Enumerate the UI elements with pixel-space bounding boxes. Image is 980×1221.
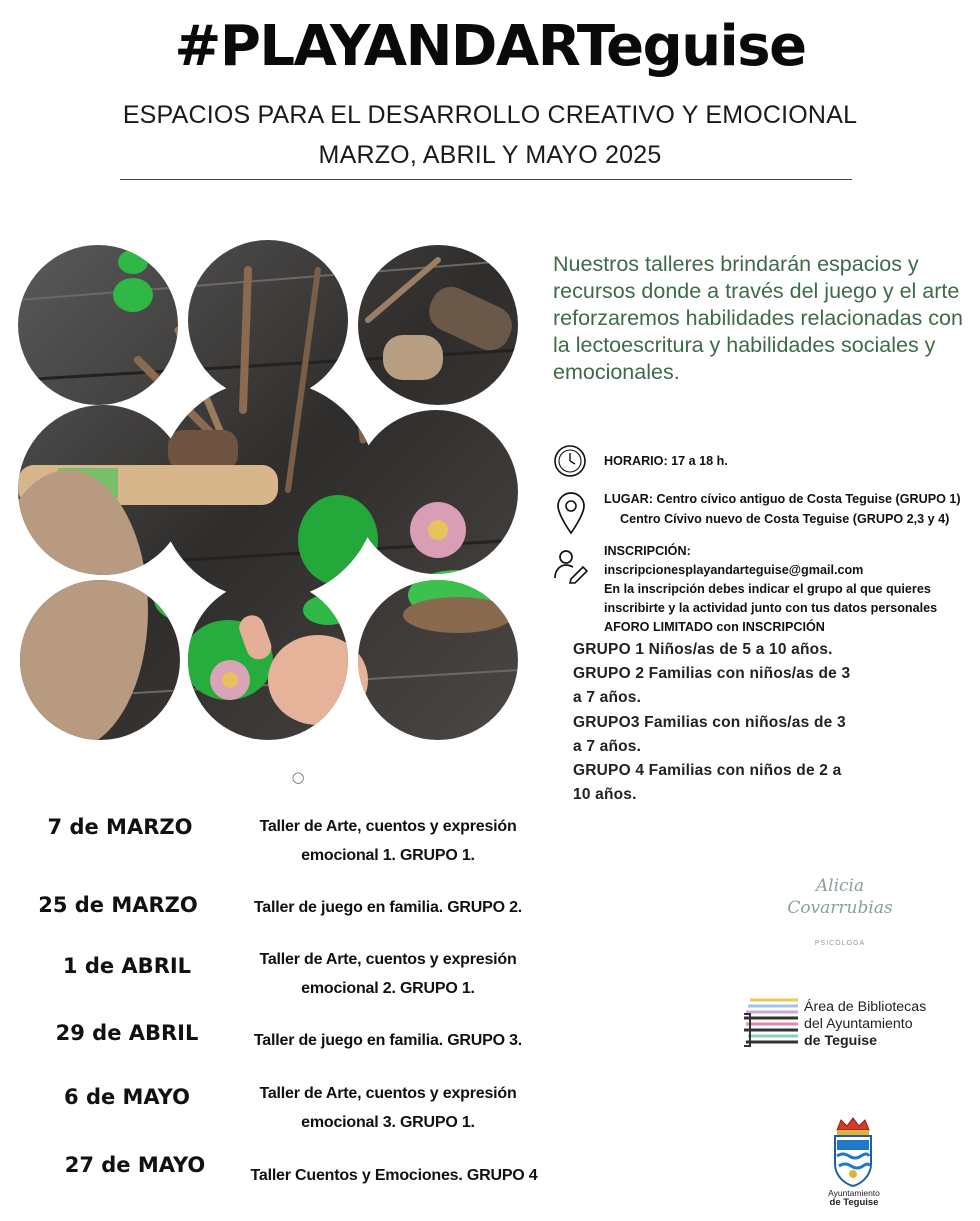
- photo-collage: [18, 240, 520, 742]
- page-subtitle: ESPACIOS PARA EL DESARROLLO CREATIVO Y EMOCIONAL: [122, 101, 858, 129]
- coat-of-arms-icon: [831, 1116, 875, 1188]
- group-line: GRUPO 1 Niños/as de 5 a 10 años.: [573, 641, 833, 658]
- schedule-activity: Taller de Arte, cuentos y expresión emocional 3. GRUPO 1.: [259, 1085, 517, 1131]
- signature-logo: Alicia Covarrubias: [787, 876, 893, 918]
- horario-text: HORARIO: 17 a 18 h.: [604, 454, 728, 468]
- group-line: 10 años.: [573, 786, 637, 804]
- lugar-text: LUGAR: Centro cívico antiguo de Costa Teguise (GRUPO 1): [604, 492, 961, 506]
- inscripcion-label: INSCRIPCIÓN:: [604, 544, 691, 558]
- group-line: GRUPO 4 Familias con niños de 2 a: [573, 762, 842, 780]
- group-line: a 7 años.: [573, 737, 642, 755]
- aforo-text: AFORO LIMITADO con INSCRIPCIÓN: [604, 620, 825, 634]
- bibliotecas-logo-text: Área de Bibliotecas del Ayuntamiento de Teguise: [804, 999, 927, 1049]
- schedule-date: 29 de ABRIL: [55, 1021, 199, 1045]
- lugar-text-2: Centro Cívivo nuevo de Costa Teguise (GRUPO 2,3 y 4): [620, 512, 950, 526]
- inscripcion-note-2: inscribirte y la actividad junto con tus datos personales: [604, 601, 938, 615]
- group-line: a 7 años.: [573, 689, 642, 707]
- location-pin-icon: [555, 491, 587, 535]
- schedule-date: 1 de ABRIL: [62, 954, 192, 978]
- schedule-date: 25 de MARZO: [38, 893, 198, 917]
- ayuntamiento-logo-text: Ayuntamiento de Teguise: [828, 1188, 880, 1208]
- signature-role: PSICÓLOGA: [814, 940, 866, 947]
- books-icon: [742, 996, 800, 1050]
- period-text: MARZO, ABRIL Y MAYO 2025: [318, 141, 662, 169]
- group-line: GRUPO3 Familias con niños/as de 3: [573, 713, 846, 731]
- schedule-activity: Taller de Arte, cuentos y expresión emocional 2. GRUPO 1.: [259, 951, 517, 997]
- schedule-date: 27 de MAYO: [64, 1153, 206, 1177]
- schedule-activity: Taller de juego en familia. GRUPO 3.: [253, 1032, 523, 1049]
- globe-icon: ◯: [292, 772, 305, 784]
- schedule-activity: Taller de juego en familia. GRUPO 2.: [253, 899, 523, 916]
- schedule-activity: Taller de Arte, cuentos y expresión emocional 1. GRUPO 1.: [259, 818, 517, 864]
- schedule-date: 6 de MAYO: [64, 1085, 190, 1109]
- page-title: #PLAYANDARTeguise: [174, 14, 806, 79]
- inscripcion-email: inscripcionesplayandarteguise@gmail.com: [604, 563, 864, 577]
- inscripcion-note-1: En la inscripción debes indicar el grupo al que quieres: [604, 582, 931, 596]
- header-divider: [120, 179, 852, 180]
- schedule-date: 7 de MARZO: [47, 815, 193, 839]
- intro-paragraph: Nuestros talleres brindarán espacios y recursos donde a través del juego y el arte reforzaremos habilidades relacionadas con la lectoescritura y habilidades sociales y emocionales.: [553, 252, 963, 384]
- clock-icon: [553, 444, 587, 478]
- groups-list: [573, 638, 903, 807]
- user-edit-icon: [553, 548, 589, 584]
- group-line: GRUPO 2 Familias con niños/as de 3: [573, 665, 851, 683]
- schedule-activity: Taller Cuentos y Emociones. GRUPO 4: [250, 1167, 538, 1184]
